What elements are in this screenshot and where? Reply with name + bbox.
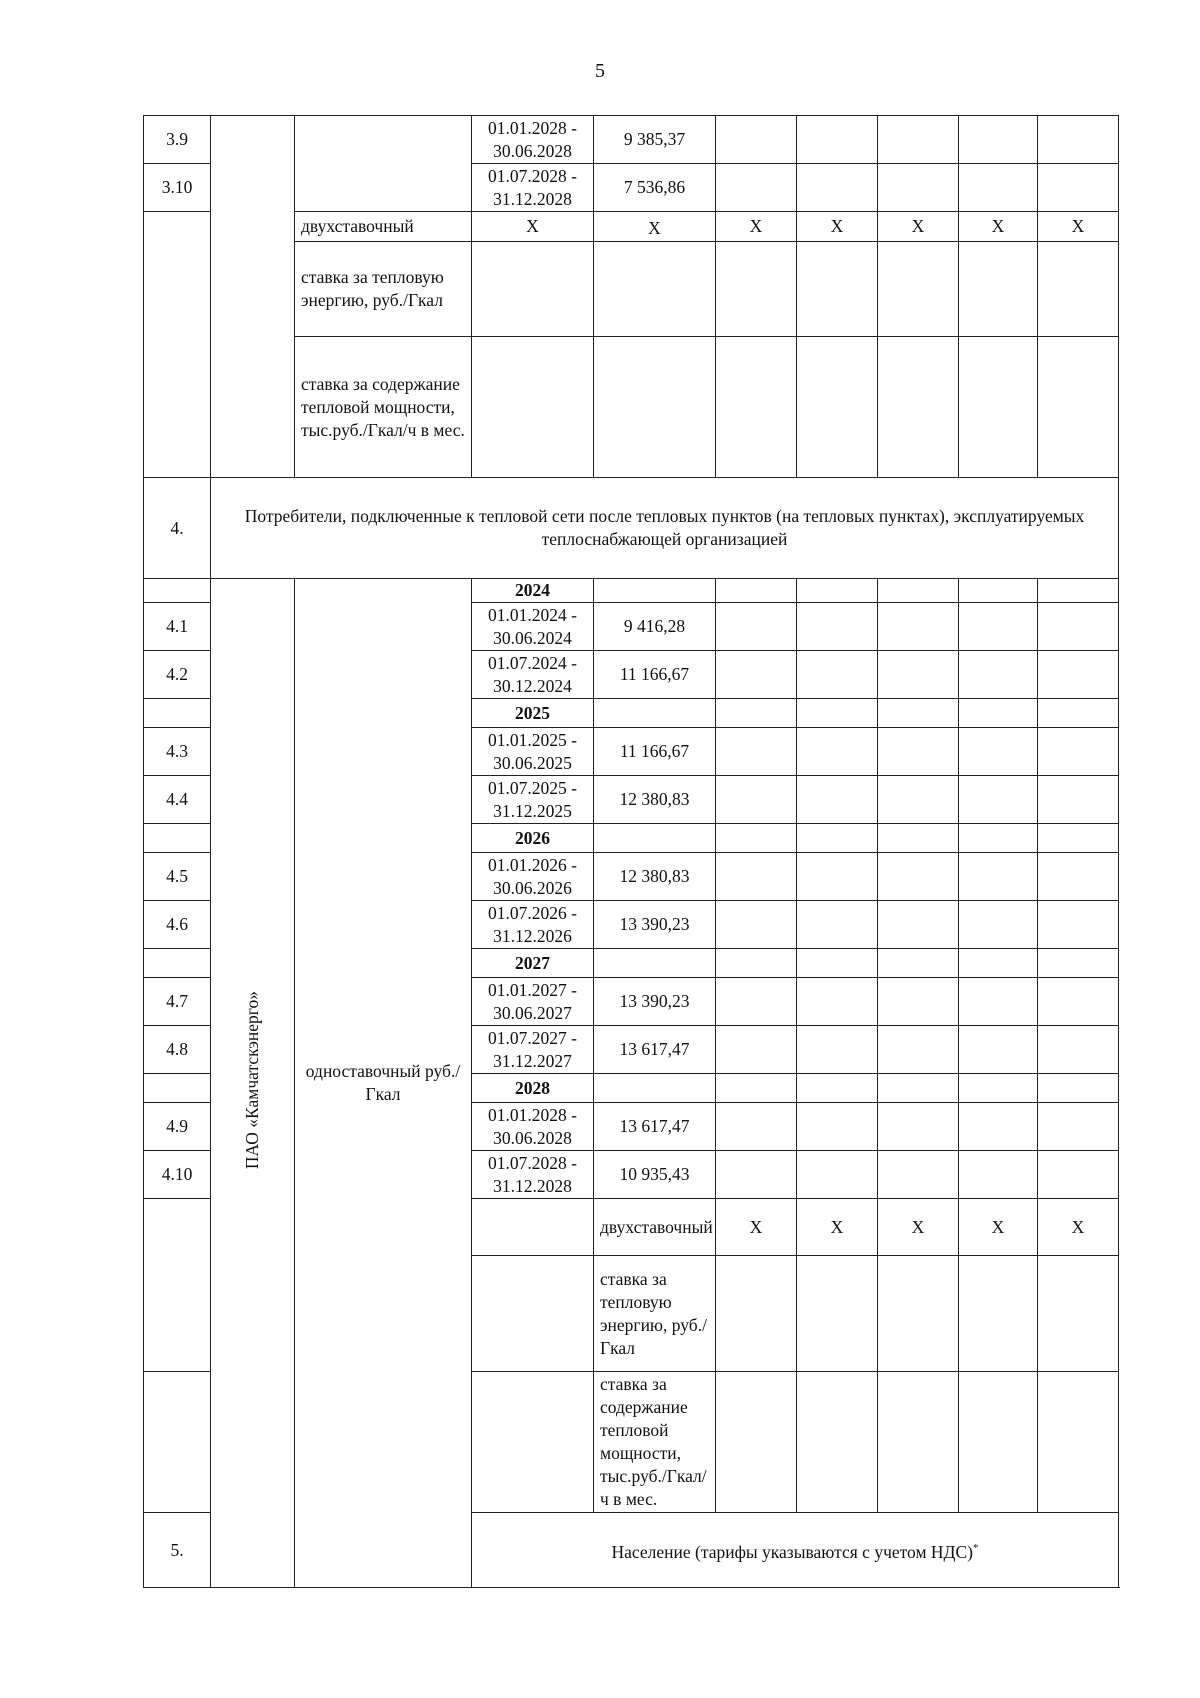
year-label: 2027 — [472, 949, 594, 978]
tariff-value: 12 380,83 — [594, 776, 716, 824]
period-cell: 01.07.2024 - 30.12.2024 — [472, 651, 594, 699]
x-mark: Х — [959, 212, 1038, 242]
year-label: 2025 — [472, 699, 594, 728]
page-number: 5 — [595, 60, 605, 82]
period-cell: 01.01.2028 - 30.06.2028 — [472, 116, 594, 164]
row-number: 4.2 — [144, 651, 211, 699]
two-rate-label: двухставочный — [295, 212, 472, 242]
row-number-empty — [144, 1199, 211, 1372]
tariff-value: 13 617,47 — [594, 1103, 716, 1151]
row-number: 4.8 — [144, 1026, 211, 1074]
row-number: 4.1 — [144, 603, 211, 651]
organization-cell-empty — [472, 1199, 594, 1256]
row-number: 4.9 — [144, 1103, 211, 1151]
x-mark: Х — [797, 212, 878, 242]
x-mark: Х — [1038, 212, 1119, 242]
period-cell: 01.07.2025 - 31.12.2025 — [472, 776, 594, 824]
tariff-value: 11 166,67 — [594, 728, 716, 776]
row-number: 4.6 — [144, 901, 211, 949]
period-cell: 01.07.2027 - 31.12.2027 — [472, 1026, 594, 1074]
section-title: Население (тарифы указываются с учетом НДС) — [611, 1541, 973, 1562]
heat-rate-label: ставка за тепловую энергию, руб./Гкал — [295, 242, 472, 337]
row-number: 4.7 — [144, 978, 211, 1026]
capacity-rate-label: ставка за содержание тепловой мощности, тыс.руб./Гкал/ч в мес. — [594, 1372, 716, 1513]
year-row — [144, 579, 1119, 603]
section-title-cell — [472, 1513, 1119, 1588]
period-cell: 01.07.2028 - 31.12.2028 — [472, 164, 594, 212]
row-number-empty — [144, 212, 211, 478]
x-mark: Х — [716, 212, 797, 242]
x-mark: Х — [878, 212, 959, 242]
period-cell: 01.01.2024 - 30.06.2024 — [472, 603, 594, 651]
row-number: 4.10 — [144, 1151, 211, 1199]
section-4-header — [144, 478, 1119, 579]
period-cell: 01.07.2026 - 31.12.2026 — [472, 901, 594, 949]
x-mark: Х — [797, 1199, 878, 1256]
x-mark: Х — [959, 1199, 1038, 1256]
row-number: 4.5 — [144, 853, 211, 901]
tariff-table — [143, 115, 1119, 1588]
period-cell: 01.01.2026 - 30.06.2026 — [472, 853, 594, 901]
row-number-empty — [144, 1372, 211, 1513]
x-mark: Х — [878, 1199, 959, 1256]
year-label: 2024 — [472, 579, 594, 603]
two-rate-label: двухставочный — [594, 1199, 716, 1256]
tariff-value: 13 390,23 — [594, 901, 716, 949]
organization-name: ПАО «Камчатскэнерго» — [242, 990, 262, 1170]
row-number: 3.9 — [144, 116, 211, 164]
row-number: 4.4 — [144, 776, 211, 824]
section-title: Потребители, подключенные к тепловой сети после тепловых пунктов (на тепловых пунктах), эксплуатируемых теплоснабжающей организацией — [211, 478, 1119, 579]
tariff-type-cell-3 — [295, 116, 472, 212]
tariff-value: 12 380,83 — [594, 853, 716, 901]
heat-rate-label: ставка за тепловую энергию, руб./Гкал — [594, 1256, 716, 1372]
tariff-value: 7 536,86 — [594, 164, 716, 212]
period-cell: 01.01.2028 - 30.06.2028 — [472, 1103, 594, 1151]
tariff-value: 10 935,43 — [594, 1151, 716, 1199]
organization-cell — [211, 579, 295, 1588]
tariff-value: 9 416,28 — [594, 603, 716, 651]
row-number: 3.10 — [144, 164, 211, 212]
x-mark: Х — [716, 1199, 797, 1256]
section-number: 5. — [144, 1513, 211, 1588]
tariff-value: 13 617,47 — [594, 1026, 716, 1074]
tariff-value: 11 166,67 — [594, 651, 716, 699]
period-cell: 01.01.2025 - 30.06.2025 — [472, 728, 594, 776]
capacity-rate-label: ставка за содержание тепловой мощности, тыс.руб./Гкал/ч в мес. — [295, 337, 472, 478]
x-mark: Х — [594, 212, 716, 242]
year-label: 2028 — [472, 1074, 594, 1103]
organization-cell-3 — [211, 116, 295, 478]
footnote-mark: * — [973, 1541, 979, 1554]
section-number: 4. — [144, 478, 211, 579]
x-mark: Х — [472, 212, 594, 242]
tariff-value: 9 385,37 — [594, 116, 716, 164]
tariff-value: 13 390,23 — [594, 978, 716, 1026]
one-rate-label: одноставочный руб./Гкал — [295, 579, 472, 1588]
organization-cell-empty — [472, 1372, 594, 1513]
year-label: 2026 — [472, 824, 594, 853]
period-cell: 01.07.2028 - 31.12.2028 — [472, 1151, 594, 1199]
row-number: 4.3 — [144, 728, 211, 776]
x-mark: Х — [1038, 1199, 1119, 1256]
period-cell: 01.01.2027 - 30.06.2027 — [472, 978, 594, 1026]
table-row — [144, 116, 1119, 164]
organization-cell-empty — [472, 1256, 594, 1372]
